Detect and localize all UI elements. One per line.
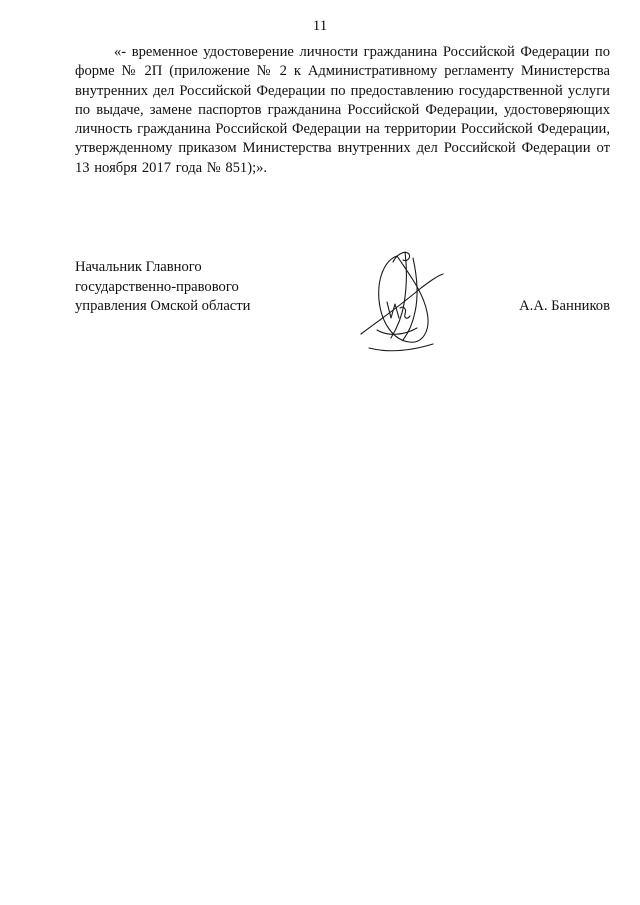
handwritten-signature	[347, 248, 447, 363]
signature-block	[75, 258, 610, 368]
signature-strokes	[361, 252, 443, 351]
signatory-title-line: управления Омской области	[75, 298, 251, 315]
signatory-title	[75, 258, 250, 317]
signatory-name: А.А. Банников	[519, 298, 610, 314]
signatory-title-line: государственно-правового	[75, 278, 239, 295]
page-number: 11	[312, 18, 328, 34]
body-paragraph: «- временное удостоверение личности гражданина Российской Федерации по форме № 2П (приложение № 2 к Административному регламенту Министерства внутренних дел Российской Федерации по предоставлению государственной услуги по выдаче, замене паспортов гражданина Российской Федерации, удостоверяющих личность гражданина Российской Федерации на территории Российской Федерации, утвержденному приказом Министерства внутренних дел Российской Федерации от 13 ноября 2017 года № 851);».	[75, 44, 610, 176]
signatory-title-line: Начальник Главного	[75, 259, 202, 275]
